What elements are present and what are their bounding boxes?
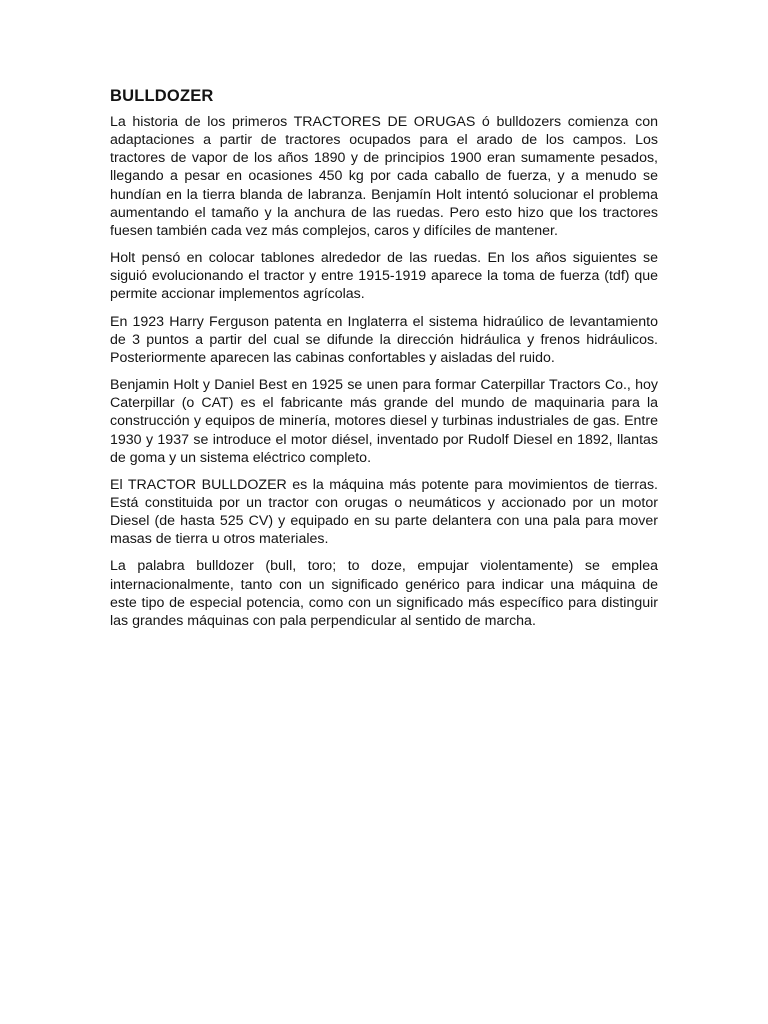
paragraph-etymology: La palabra bulldozer (bull, toro; to doze, empujar violentamente) se emplea internacionalmente, tanto con un significado genérico para indicar una máquina de este tipo de especial potencia, como con un significado más específico para distinguir las grandes máquinas con pala perpendicular al sentido de marcha. xyxy=(110,558,658,629)
document-title: BULLDOZER xyxy=(110,87,214,105)
paragraph-ferguson: En 1923 Harry Ferguson patenta en Inglaterra el sistema hidraúlico de levantamiento de 3 puntos a partir del cual se difunde la dirección hidráulica y frenos hidráulicos. Posteriormente aparecen las cabinas confortables y aisladas del ruido. xyxy=(110,313,658,366)
paragraph-tractor-bulldozer: El TRACTOR BULLDOZER es la máquina más potente para movimientos de tierras. Está constituida por un tractor con orugas o neumáticos y accionado por un motor Diesel (de hasta 525 CV) y equipado en su parte delantera con una pala para mover masas de tierra u otros materiales. xyxy=(110,476,658,548)
document-page xyxy=(110,86,658,639)
paragraph-history: La historia de los primeros TRACTORES DE ORUGAS ó bulldozers comienza con adaptaciones a partir de tractores ocupados para el arado de los campos. Los tractores de vapor de los años 1890 y de principios 1900 eran sumamente pesados, llegando a pesar en ocasiones 450 kg por cada caballo de fuerza, y a menudo se hundían en la tierra blanda de labranza. Benjamín Holt intentó solucionar el problema aumentando el tamaño y la anchura de las ruedas. Pero esto hizo que los tractores fuesen también cada vez más complejos, caros y difíciles de mantener. xyxy=(110,114,658,239)
paragraph-caterpillar: Benjamin Holt y Daniel Best en 1925 se unen para formar Caterpillar Tractors Co., hoy Caterpillar (o CAT) es el fabricante más grande del mundo de maquinaria para la construcción y equipos de minería, motores diesel y turbinas industriales de gas. Entre 1930 y 1937 se introduce el motor diésel, inventado por Rudolf Diesel en 1892, llantas de goma y un sistema eléctrico completo. xyxy=(110,377,658,466)
paragraph-holt: Holt pensó en colocar tablones alrededor de las ruedas. En los años siguientes se siguió evolucionando el tractor y entre 1915-1919 aparece la toma de fuerza (tdf) que permite accionar implementos agrícolas. xyxy=(110,250,658,303)
